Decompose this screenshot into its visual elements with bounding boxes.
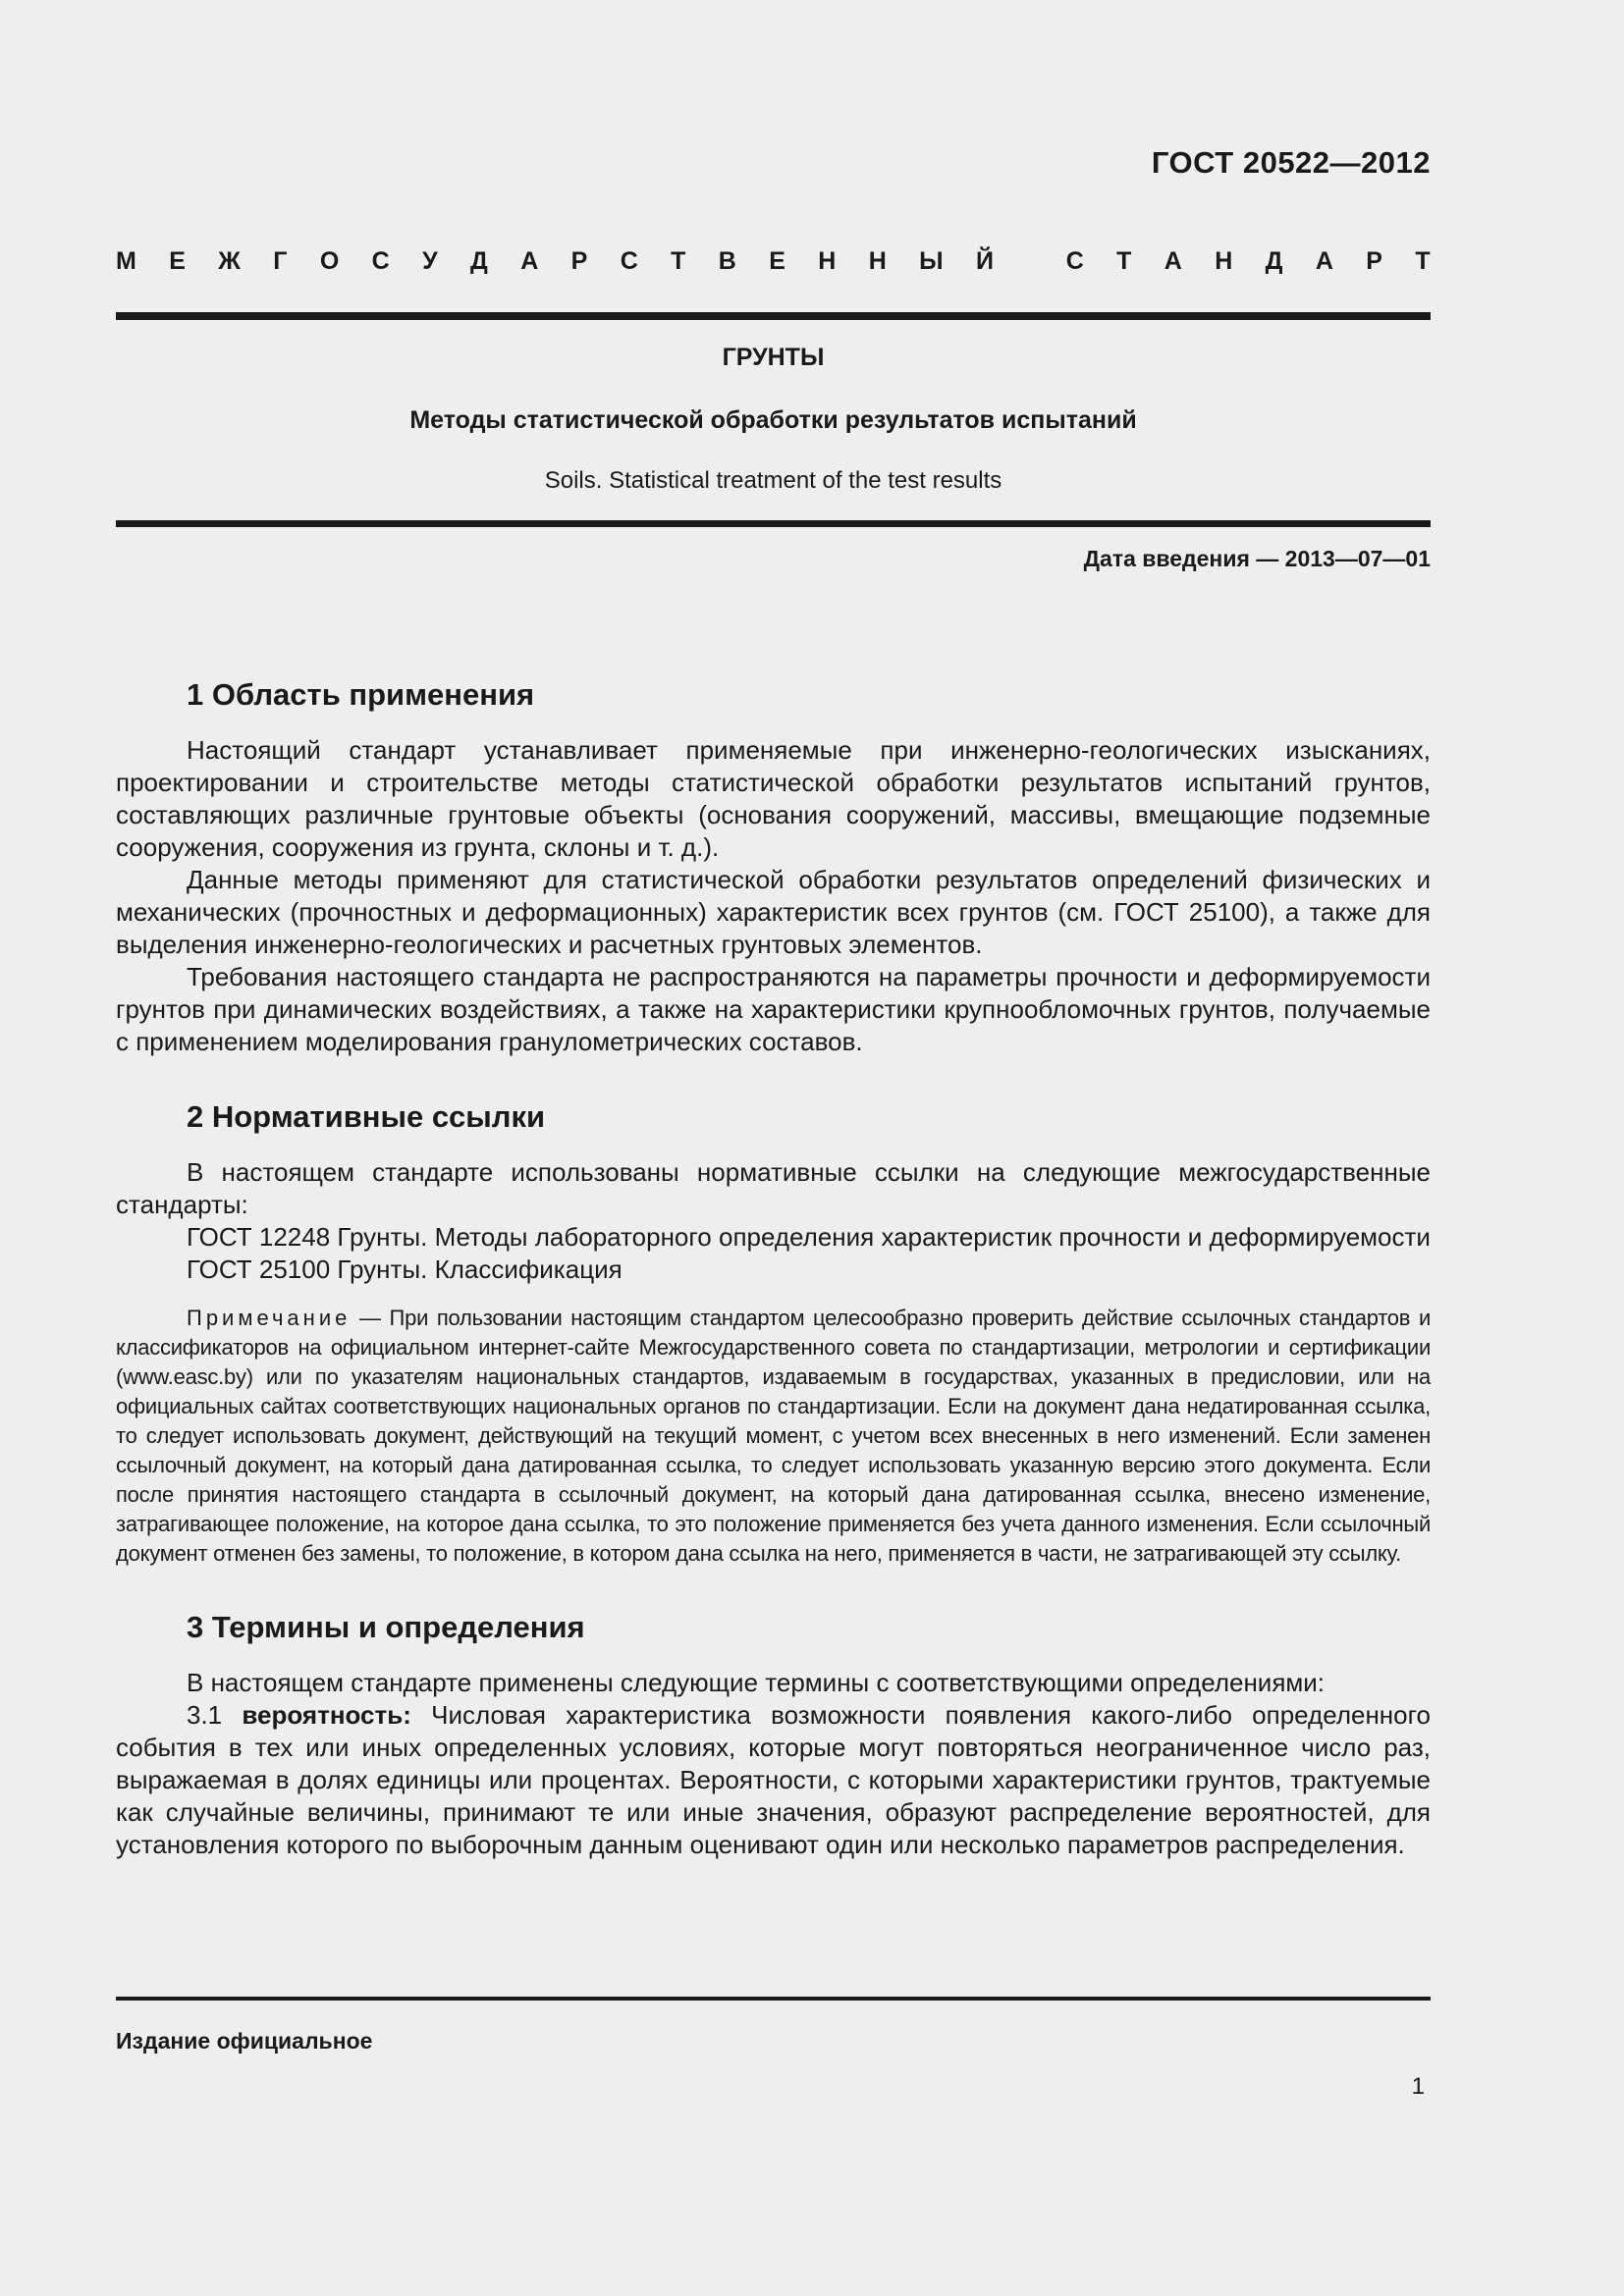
section-2-reference-gost-12248: ГОСТ 12248 Грунты. Методы лабораторного определения характеристик прочности и деформируемости xyxy=(187,1222,1431,1252)
section-2-reference-gost-25100: ГОСТ 25100 Грунты. Классификация xyxy=(187,1255,623,1284)
standard-type-letter: С xyxy=(620,247,638,275)
standard-type-letter: Е xyxy=(169,247,186,275)
standard-type-letter: С xyxy=(371,247,390,275)
standard-type-letter: А xyxy=(520,247,539,275)
standard-type-letter: Е xyxy=(769,247,785,275)
section-1-paragraph-3: Требования настоящего стандарта не распространяются на параметры прочности и деформируемости грунтов при динамических воздействиях, а также на характеристики крупнообломочных грунтов, получаемые с применением моделирования гранулометрических составов. xyxy=(116,962,1431,1056)
term-definition: Числовая характеристика возможности появления какого-либо определенного события в тех или иных определенных условиях, которые могут повторяться неограниченное число раз, выражаемая в долях единицы или процентах. Вероятности, с которыми характеристики грунтов, трактуемые как случайные величины, принимают те или иные значения, образуют распределение вероятностей, для установления которого по выборочным данным оценивают один или несколько параметров распределения. xyxy=(116,1700,1431,1859)
standard-type-letter: Д xyxy=(1265,247,1283,275)
page-number: 1 xyxy=(1411,2073,1425,2100)
document-subtitle: Методы статистической обработки результатов испытаний xyxy=(409,406,1137,434)
standard-type-letter: Н xyxy=(868,247,887,275)
standard-type-letter: М xyxy=(116,247,136,275)
introduction-date: Дата введения — 2013—07—01 xyxy=(1083,546,1431,571)
standard-type-letter: Н xyxy=(1215,247,1233,275)
standard-type-letter xyxy=(1026,247,1033,276)
section-1-paragraph-1: Настоящий стандарт устанавливает применяемые при инженерно-геологических изысканиях, проектировании и строительстве методы статистической обработки результатов испытаний грунтов, составляющих различные грунтовые объекты (основания сооружений, массивы, вмещающие подземные сооружения, сооружения из грунта, склоны и т. д.). xyxy=(116,735,1431,862)
section-2-paragraph-1: В настоящем стандарте использованы нормативные ссылки на следующие межгосударственные стандарты: xyxy=(116,1157,1431,1219)
standard-type-letter: У xyxy=(422,247,438,275)
standard-type-letter: О xyxy=(319,247,340,275)
section-2-heading: 2 Нормативные ссылки xyxy=(187,1099,546,1134)
edition-label: Издание официальное xyxy=(116,2028,373,2054)
standard-type-letter: Р xyxy=(1366,247,1382,275)
middle-rule xyxy=(116,520,1431,527)
standard-type-letter: А xyxy=(1164,247,1182,275)
note-label: Примечание xyxy=(187,1306,352,1330)
standard-type-letter: А xyxy=(1315,247,1333,275)
term-name: вероятность: xyxy=(242,1700,411,1730)
section-1-heading: 1 Область применения xyxy=(187,677,535,712)
standard-type-letter: Н xyxy=(818,247,837,275)
section-1-paragraph-2: Данные методы применяют для статистической обработки результатов определений физических и механических (прочностных и деформационных) характеристик всех грунтов (см. ГОСТ 25100), а также для выделения инженерно-геологических и расчетных грунтовых элементов. xyxy=(116,865,1431,959)
standard-type-letter: Й xyxy=(976,247,994,275)
top-rule xyxy=(116,312,1431,320)
standard-type-letter: Д xyxy=(470,247,488,275)
section-3-paragraph-1: В настоящем стандарте применены следующие термины с соответствующими определениями: xyxy=(187,1668,1326,1697)
standard-type-letter: Р xyxy=(570,247,588,275)
document-title-english: Soils. Statistical treatment of the test results xyxy=(544,467,1002,494)
standard-type-letter: Т xyxy=(1116,247,1132,275)
standard-type-letter: Г xyxy=(273,247,288,275)
standard-type-letter: Ж xyxy=(218,247,241,275)
bottom-rule xyxy=(116,1997,1431,2001)
standard-type-letter: Т xyxy=(671,247,686,275)
document-page xyxy=(116,0,1431,2296)
standard-type-heading xyxy=(116,247,1431,276)
standard-type-letter: С xyxy=(1065,247,1084,275)
document-title: ГРУНТЫ xyxy=(722,344,825,371)
standard-type-letter: Ы xyxy=(919,247,944,275)
section-2-note xyxy=(116,1304,1431,1569)
standard-type-letter: Т xyxy=(1415,247,1431,275)
note-text: — При пользовании настоящим стандартом целесообразно проверить действие ссылочных стандартов и классификаторов на официальном интернет-сайте Межгосударственного совета по стандартизации, метрологии и сертификации (www.easc.by) или по указателям национальных стандартов, издаваемым в государствах, указанных в предисловии, или на официальных сайтах соответствующих национальных органов по стандартизации. Если на документ дана недатированная ссылка, то следует использовать документ, действующий на текущий момент, с учетом всех внесенных в него изменений. Если заменен ссылочный документ, на который дана датированная ссылка, то следует использовать указанную версию этого документа. Если после принятия настоящего стандарта в ссылочный документ, на который дана датированная ссылка, внесено изменение, затрагивающее положение, на которое дана ссылка, то это положение применяется без учета данного изменения. Если ссылочный документ отменен без замены, то положение, в котором дана ссылка на него, применяется в части, не затрагивающей эту ссылку. xyxy=(116,1306,1431,1566)
document-body xyxy=(116,675,1431,1861)
term-number: 3.1 xyxy=(187,1700,243,1730)
standard-type-letter: В xyxy=(718,247,736,275)
section-3-heading: 3 Термины и определения xyxy=(187,1610,585,1644)
term-3-1 xyxy=(116,1699,1431,1861)
document-number: ГОСТ 20522—2012 xyxy=(1151,145,1431,180)
